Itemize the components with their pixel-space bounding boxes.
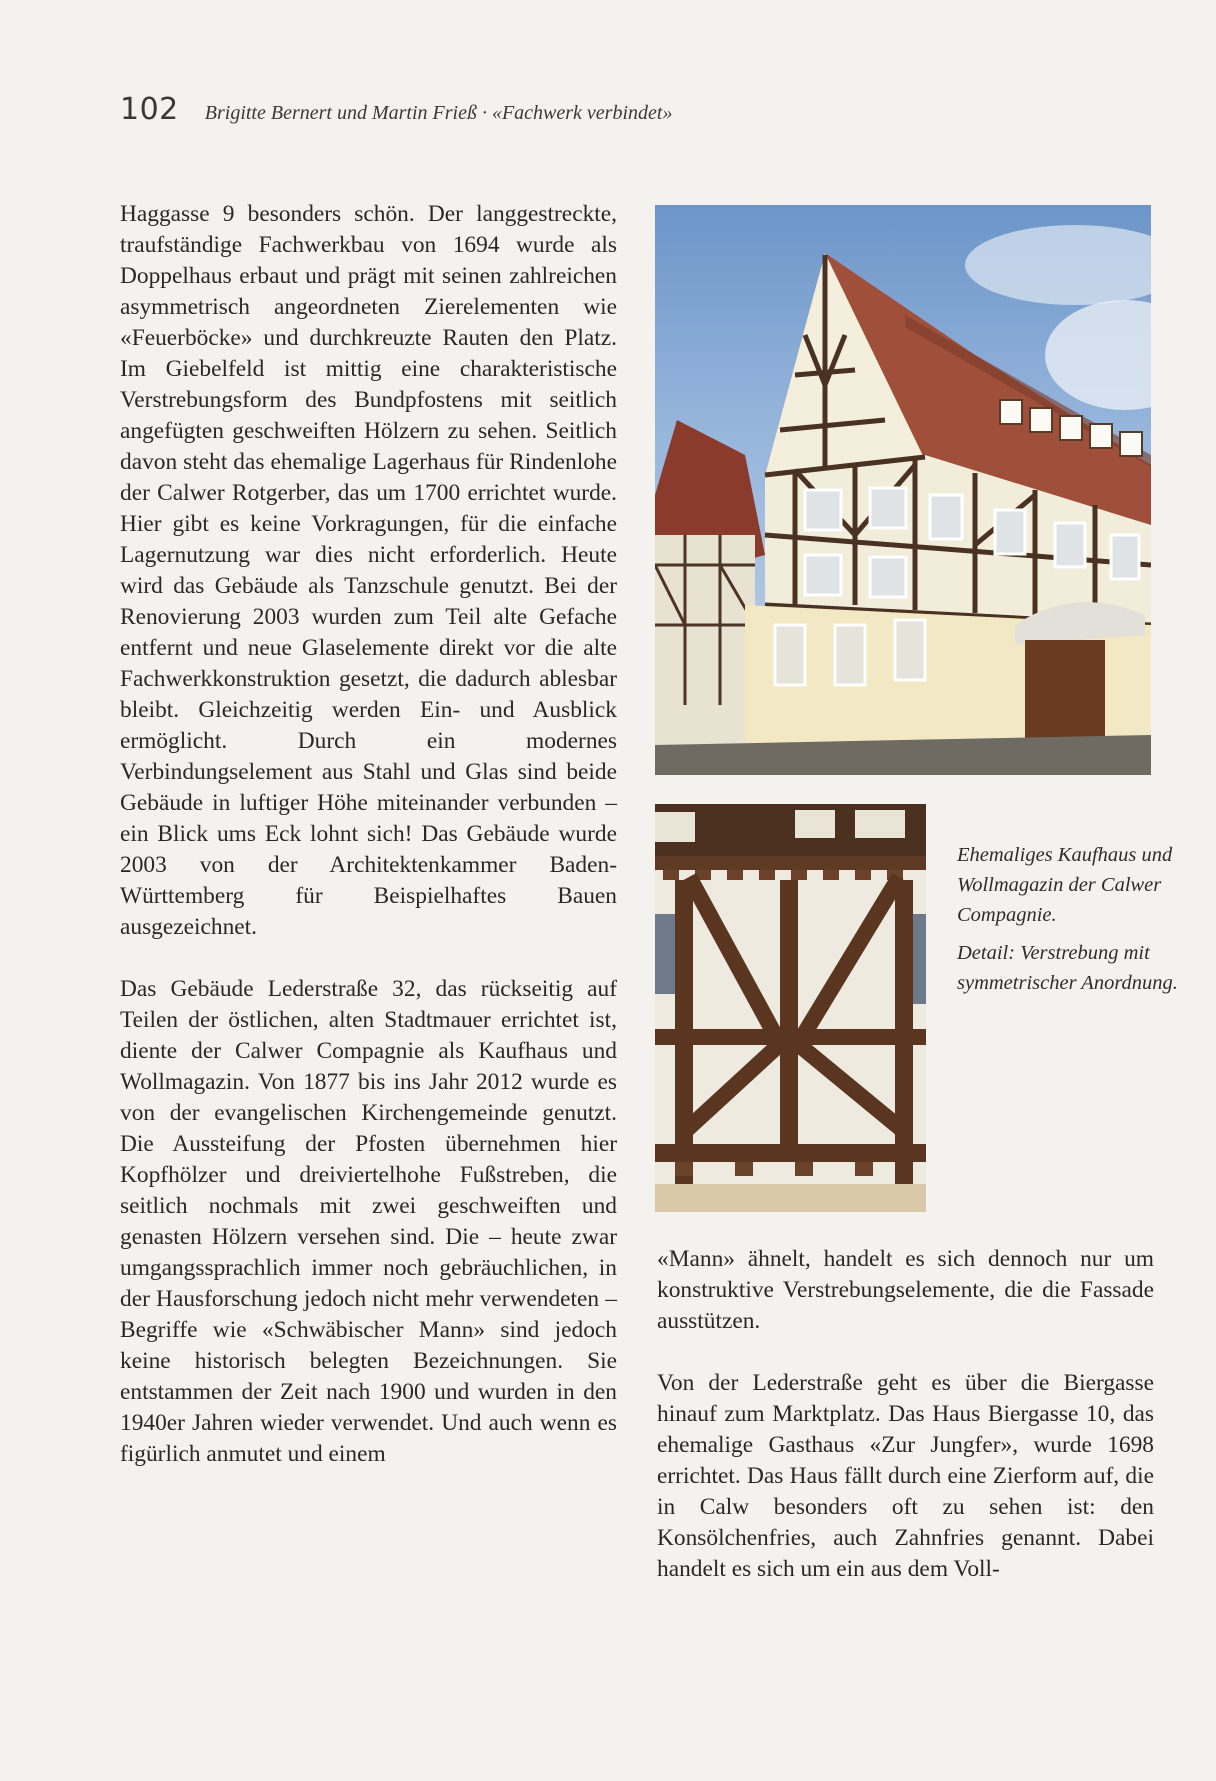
photo-detail-strebe (655, 804, 926, 1212)
running-head: Brigitte Bernert und Martin Frieß · «Fachwerk verbindet» (204, 102, 673, 124)
right-column (657, 1244, 1154, 1585)
caption-photo1: Ehemaliges Kaufhaus und Wollmagazin der Calwer Compagnie. (957, 844, 1173, 926)
body-paragraph: Das Gebäude Lederstraße 32, das rückseitig auf Teilen der östlichen, alten Stadtmauer errichtet ist, diente der Calwer Compagnie als Kaufhaus und Wollmagazin. Von 1877 bis ins Jahr 2012 wurde es von der evangelischen Kirchengemeinde genutzt. Die Aussteifung der Pfosten übernehmen hier Kopfhölzer und dreiviertelhohe Fußstreben, die seitlich nochmals mit zwei geschweiften und genasten Hölzern versehen sind. Die – heute zwar umgangssprachlich immer noch gebräuchlichen, in der Hausforschung jedoch nicht mehr verwendeten – Begriffe wie «Schwäbischer Mann» sind jedoch keine historisch belegten Bezeichnungen. Sie entstammen der Zeit nach 1900 und wurden in den 1940er Jahren wieder verwendet. Und auch wenn es figürlich anmutet und einem (120, 976, 617, 1467)
photo-captions (957, 840, 1197, 1006)
body-paragraph: Von der Lederstraße geht es über die Biergasse hinauf zum Marktplatz. Das Haus Biergasse 10, das ehemalige Gasthaus «Zur Jungfer», wurde 1698 errichtet. Das Haus fällt durch eine Zierform auf, die in Calw besonders oft zu sehen ist: den Konsölchenfries, auch Zahnfries genannt. Dabei handelt es sich um ein aus dem Voll- (657, 1370, 1154, 1582)
body-paragraph: «Mann» ähnelt, handelt es sich dennoch nur um konstruktive Verstrebungselemente, die die Fassade ausstützen. (657, 1246, 1154, 1334)
body-paragraph: Haggasse 9 besonders schön. Der langgestreckte, traufständige Fachwerkbau von 1694 wurde als Doppelhaus erbaut und prägt mit seinen zahlreichen asymmetrisch angeordneten Zierelementen wie «Feuerböcke» und durchkreuzte Rauten den Platz. Im Giebelfeld ist mittig eine charakteristische Verstrebungsform des Bundpfostens mit seitlich angefügten geschweiften Hölzern zu sehen. Seitlich davon steht das ehemalige Lagerhaus für Rindenlohe der Calwer Rotgerber, das um 1700 errichtet wurde. Hier gibt es keine Vorkragungen, für die einfache Lagernutzung war dies nicht erforderlich. Heute wird das Gebäude als Tanzschule genutzt. Bei der Renovierung 2003 wurden zum Teil alte Gefache entfernt und neue Glaselemente direkt vor die alte Fachwerkkonstruktion gesetzt, die dadurch ablesbar bleibt. Gleichzeitig werden Ein- und Ausblick ermöglicht. Durch ein modernes Verbindungselement aus Stahl und Glas sind beide Gebäude in luftiger Höhe miteinander verbunden – ein Blick ums Eck lohnt sich! Das Gebäude wurde 2003 von der Architektenkammer Baden-Württemberg für Beispielhaftes Bauen ausgezeichnet. (120, 201, 617, 940)
page-number: 102 (120, 92, 179, 127)
photo-kaufhaus (655, 205, 1151, 775)
caption-photo2: Detail: Verstrebung mit symmetrischer Anordnung. (957, 942, 1178, 994)
page-header (120, 92, 672, 127)
left-column (120, 199, 617, 1470)
